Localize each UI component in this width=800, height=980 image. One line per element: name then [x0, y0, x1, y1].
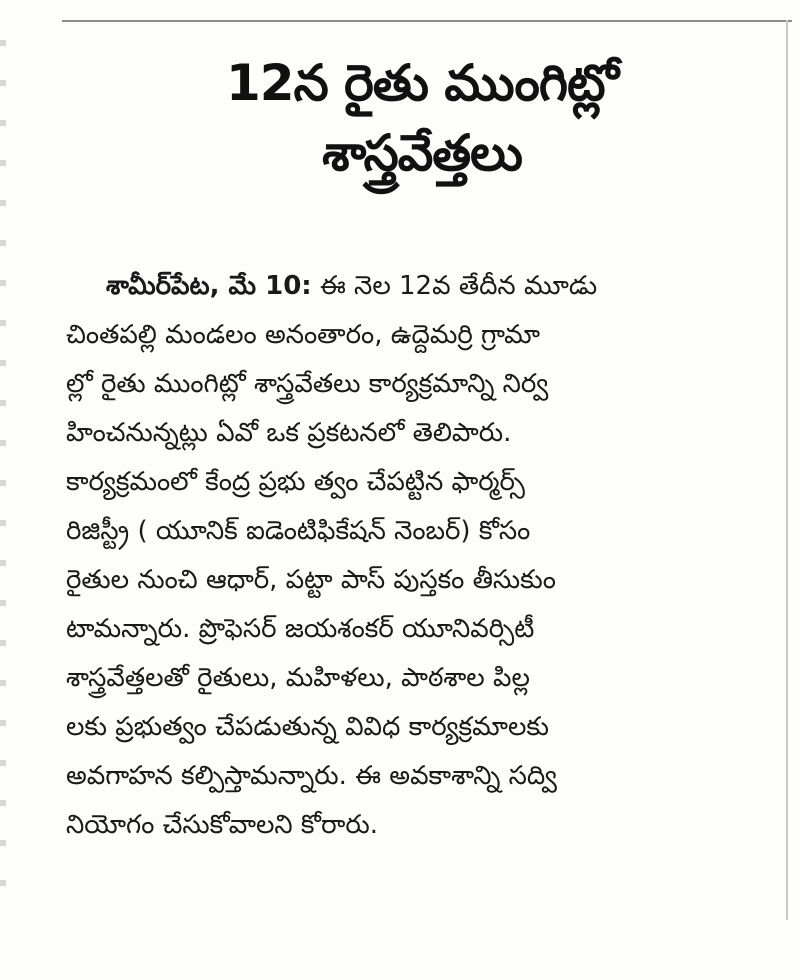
body-line-5: కార్యక్రమంలో కేంద్ర ప్రభు త్వం చేపట్టిన ఫార్మర్స్: [66, 467, 525, 497]
article-body: [66, 262, 766, 850]
body-line-1: [66, 262, 766, 311]
body-line-2: చింతపల్లి మండలం అనంతారం, ఉద్దెమర్రి గ్రామా: [66, 320, 541, 350]
body-line-6: రిజిస్ట్రీ ( యూనిక్ ఐడెంటిఫికేషన్ నెంబర్) కోసం: [66, 516, 531, 546]
body-line-1-text: ఈ నెల 12వ తేదీన మూడు: [319, 271, 598, 301]
body-line-10: లకు ప్రభుత్వం చేపడుతున్న వివిధ కార్యక్రమాలకు: [66, 712, 549, 742]
body-line-3: ల్లో రైతు ముంగిట్లో శాస్త్రవేతలు కార్యక్రమాన్ని నిర్వ: [66, 369, 549, 399]
body-line-4: హించనున్నట్లు ఏవో ఒక ప్రకటనలో తెలిపారు.: [66, 418, 512, 448]
body-line-12: నియోగం చేసుకోవాలని కోరారు.: [66, 810, 379, 840]
body-line-9: శాస్త్రవేత్తలతో రైతులు, మహిళలు, పాఠశాల పిల్ల: [66, 663, 530, 693]
headline-line-2: శాస్త్రవేత్తలు: [322, 124, 522, 182]
right-column-rule: [786, 20, 788, 920]
body-line-8: టామన్నారు. ప్రొఫెసర్ జయశంకర్ యూనివర్సిటీ: [66, 614, 535, 644]
top-rule: [62, 20, 792, 22]
left-edge-artifact: [0, 40, 6, 900]
headline-line-1: 12న రైతు ముంగిట్లో: [226, 54, 618, 112]
body-line-11: అవగాహన కల్పిస్తామన్నారు. ఈ అవకాశాన్ని సద్వి: [66, 761, 557, 791]
dateline: శామీర్‌పేట, మే 10:: [106, 271, 312, 301]
body-line-7: రైతుల నుంచి ఆధార్, పట్టా పాస్ పుస్తకం తీసుకుం: [66, 565, 556, 595]
headline: [62, 48, 782, 188]
